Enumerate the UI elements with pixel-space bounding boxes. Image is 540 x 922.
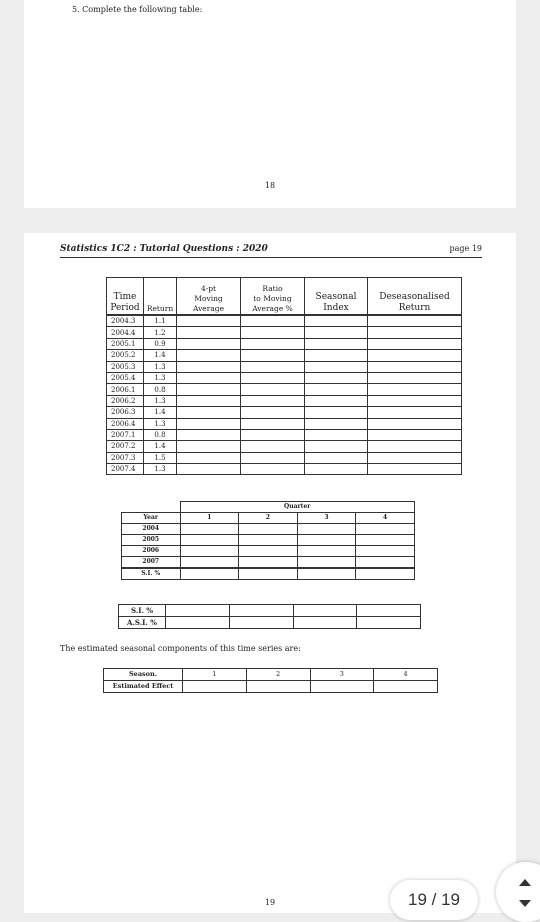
season-3: 3: [310, 669, 374, 681]
empty-cell: [356, 524, 415, 535]
quarter-2-header: 2: [239, 513, 298, 524]
return-cell: 1.4: [144, 407, 177, 418]
period-cell: 2006.3: [107, 407, 144, 418]
empty-cell: [229, 605, 293, 617]
header-ratio: [241, 278, 305, 316]
empty-cell: [177, 361, 241, 372]
empty-cell: [166, 605, 230, 617]
empty-cell: [241, 395, 305, 406]
table-row: [119, 617, 421, 629]
table-row: [107, 407, 462, 418]
empty-cell: [177, 441, 241, 452]
empty-cell: [368, 441, 462, 452]
table-row: [107, 441, 462, 452]
empty-cell: [241, 338, 305, 349]
empty-cell: [368, 395, 462, 406]
header-rule: [60, 257, 482, 258]
empty-cell: [239, 546, 298, 557]
empty-cell: [305, 452, 368, 463]
period-cell: 2007.4: [107, 464, 144, 475]
header-text: Return: [146, 304, 174, 313]
header-text: Seasonal: [315, 292, 357, 302]
empty-cell: [297, 535, 356, 546]
header-text: Ratio: [262, 284, 283, 293]
empty-cell: [305, 464, 368, 475]
empty-cell: [368, 327, 462, 338]
page-header-title: Statistics 1C2 : Tutorial Questions : 2020: [60, 244, 268, 254]
table-row: [104, 681, 438, 693]
empty-cell: [368, 338, 462, 349]
empty-cell: [305, 338, 368, 349]
empty-cell: [293, 605, 357, 617]
empty-cell: [177, 384, 241, 395]
empty-cell: [297, 524, 356, 535]
empty-cell: [177, 338, 241, 349]
question-text: 5. Complete the following table:: [72, 5, 203, 14]
empty-cell: [241, 464, 305, 475]
table-row: [107, 327, 462, 338]
header-text: Return: [398, 303, 431, 313]
empty-cell: [241, 384, 305, 395]
empty-cell: [297, 546, 356, 557]
empty-cell: [241, 315, 305, 327]
empty-cell: [357, 605, 421, 617]
empty-cell: [239, 557, 298, 569]
empty-cell: [241, 372, 305, 383]
empty-cell: [368, 372, 462, 383]
pdf-page-18: [24, 0, 516, 208]
header-text: Time: [113, 292, 137, 302]
period-cell: 2005.1: [107, 338, 144, 349]
empty-cell: [241, 327, 305, 338]
empty-cell: [368, 429, 462, 440]
empty-cell: [310, 681, 374, 693]
empty-cell: [177, 429, 241, 440]
empty-cell: [229, 617, 293, 629]
empty-cell: [180, 568, 239, 580]
empty-cell: [356, 535, 415, 546]
header-text: to Moving: [253, 294, 292, 303]
period-cell: 2006.4: [107, 418, 144, 429]
empty-cell: [305, 372, 368, 383]
moving-average-table: [106, 277, 462, 475]
year-cell: 2007: [122, 557, 181, 569]
empty-cell: [305, 315, 368, 327]
empty-cell: [368, 315, 462, 327]
estimated-components-text: The estimated seasonal components of this time series are:: [60, 644, 301, 653]
asi-label: A.S.I. %: [119, 617, 166, 629]
table-row: [107, 315, 462, 327]
empty-cell: [305, 384, 368, 395]
empty-cell: [166, 617, 230, 629]
empty-cell: [368, 384, 462, 395]
empty-cell: [374, 681, 438, 693]
blank-cell: [122, 502, 181, 513]
year-cell: 2006: [122, 546, 181, 557]
quarter-table: [121, 501, 415, 580]
period-cell: 2007.2: [107, 441, 144, 452]
table-header-row: [107, 278, 462, 316]
period-cell: 2007.1: [107, 429, 144, 440]
header-seasonal-index: [305, 278, 368, 316]
return-cell: 1.1: [144, 315, 177, 327]
quarter-group-header: Quarter: [180, 502, 415, 513]
triangle-down-icon[interactable]: [519, 900, 531, 907]
empty-cell: [177, 372, 241, 383]
quarter-1-header: 1: [180, 513, 239, 524]
empty-cell: [241, 452, 305, 463]
page-header-number: page 19: [449, 244, 482, 253]
estimated-effect-table: [103, 668, 438, 693]
empty-cell: [293, 617, 357, 629]
return-cell: 0.8: [144, 384, 177, 395]
return-cell: 1.5: [144, 452, 177, 463]
year-cell: 2004: [122, 524, 181, 535]
period-cell: 2005.4: [107, 372, 144, 383]
table-row: [122, 557, 415, 569]
return-cell: 0.8: [144, 429, 177, 440]
table-row: [122, 568, 415, 580]
si-label: S.I. %: [119, 605, 166, 617]
period-cell: 2006.2: [107, 395, 144, 406]
page-indicator[interactable]: 19 / 19: [390, 880, 478, 920]
table-row: [107, 384, 462, 395]
empty-cell: [356, 557, 415, 569]
empty-cell: [305, 395, 368, 406]
empty-cell: [356, 546, 415, 557]
empty-cell: [180, 557, 239, 569]
empty-cell: [305, 350, 368, 361]
empty-cell: [305, 441, 368, 452]
table-row: [107, 372, 462, 383]
header-time-period: [107, 278, 144, 316]
empty-cell: [297, 557, 356, 569]
year-cell: 2005: [122, 535, 181, 546]
year-header: Year: [122, 513, 181, 524]
table-row: [122, 535, 415, 546]
header-text: Moving: [194, 294, 223, 303]
return-cell: 0.9: [144, 338, 177, 349]
empty-cell: [180, 535, 239, 546]
return-cell: 1.4: [144, 350, 177, 361]
empty-cell: [246, 681, 310, 693]
period-cell: 2005.3: [107, 361, 144, 372]
empty-cell: [180, 524, 239, 535]
table-row: [107, 395, 462, 406]
return-cell: 1.2: [144, 327, 177, 338]
empty-cell: [183, 681, 247, 693]
empty-cell: [368, 452, 462, 463]
empty-cell: [177, 452, 241, 463]
triangle-up-icon[interactable]: [519, 879, 531, 886]
empty-cell: [356, 568, 415, 580]
empty-cell: [368, 464, 462, 475]
period-cell: 2007.3: [107, 452, 144, 463]
return-cell: 1.3: [144, 372, 177, 383]
period-cell: 2004.4: [107, 327, 144, 338]
season-1: 1: [183, 669, 247, 681]
quarter-group-row: [122, 502, 415, 513]
period-cell: 2006.1: [107, 384, 144, 395]
page-number: 18: [264, 181, 276, 190]
empty-cell: [177, 464, 241, 475]
empty-cell: [177, 418, 241, 429]
header-text: 4-pt: [200, 284, 217, 293]
table-row: [107, 452, 462, 463]
estimated-effect-label: Estimated Effect: [104, 681, 183, 693]
season-2: 2: [246, 669, 310, 681]
table-row: [107, 350, 462, 361]
empty-cell: [305, 361, 368, 372]
empty-cell: [368, 361, 462, 372]
season-label: Season.: [104, 669, 183, 681]
empty-cell: [177, 350, 241, 361]
empty-cell: [368, 418, 462, 429]
table-row: [119, 605, 421, 617]
header-text: Deseasonalised: [379, 292, 450, 302]
table-row: [107, 429, 462, 440]
return-cell: 1.3: [144, 361, 177, 372]
table-row: [107, 361, 462, 372]
table-row: [122, 546, 415, 557]
empty-cell: [241, 441, 305, 452]
si-row-label: S.I. %: [122, 568, 181, 580]
period-cell: 2005.2: [107, 350, 144, 361]
empty-cell: [177, 315, 241, 327]
empty-cell: [305, 327, 368, 338]
table-row: [107, 338, 462, 349]
empty-cell: [239, 568, 298, 580]
return-cell: 1.3: [144, 395, 177, 406]
si-asi-table: [118, 604, 421, 629]
empty-cell: [177, 327, 241, 338]
header-text: Average %: [252, 304, 293, 313]
header-return: [144, 278, 177, 316]
quarter-3-header: 3: [297, 513, 356, 524]
empty-cell: [180, 546, 239, 557]
empty-cell: [239, 535, 298, 546]
empty-cell: [177, 407, 241, 418]
pdf-page-19: [24, 233, 516, 913]
quarter-4-header: 4: [356, 513, 415, 524]
header-deseasonalised: [368, 278, 462, 316]
empty-cell: [177, 395, 241, 406]
period-cell: 2004.3: [107, 315, 144, 327]
empty-cell: [241, 361, 305, 372]
empty-cell: [241, 407, 305, 418]
return-cell: 1.3: [144, 464, 177, 475]
return-cell: 1.4: [144, 441, 177, 452]
empty-cell: [297, 568, 356, 580]
empty-cell: [368, 407, 462, 418]
empty-cell: [305, 407, 368, 418]
header-moving-average: [177, 278, 241, 316]
empty-cell: [305, 429, 368, 440]
header-text: Index: [323, 303, 349, 313]
header-text: Average: [192, 304, 225, 313]
empty-cell: [368, 350, 462, 361]
quarter-header-row: [122, 513, 415, 524]
empty-cell: [241, 418, 305, 429]
table-row: [107, 464, 462, 475]
table-row: [104, 669, 438, 681]
empty-cell: [241, 350, 305, 361]
season-4: 4: [374, 669, 438, 681]
return-cell: 1.3: [144, 418, 177, 429]
empty-cell: [239, 524, 298, 535]
page-number: 19: [264, 898, 276, 907]
empty-cell: [241, 429, 305, 440]
header-text: Period: [110, 303, 140, 313]
table-row: [122, 524, 415, 535]
empty-cell: [357, 617, 421, 629]
table-row: [107, 418, 462, 429]
empty-cell: [305, 418, 368, 429]
